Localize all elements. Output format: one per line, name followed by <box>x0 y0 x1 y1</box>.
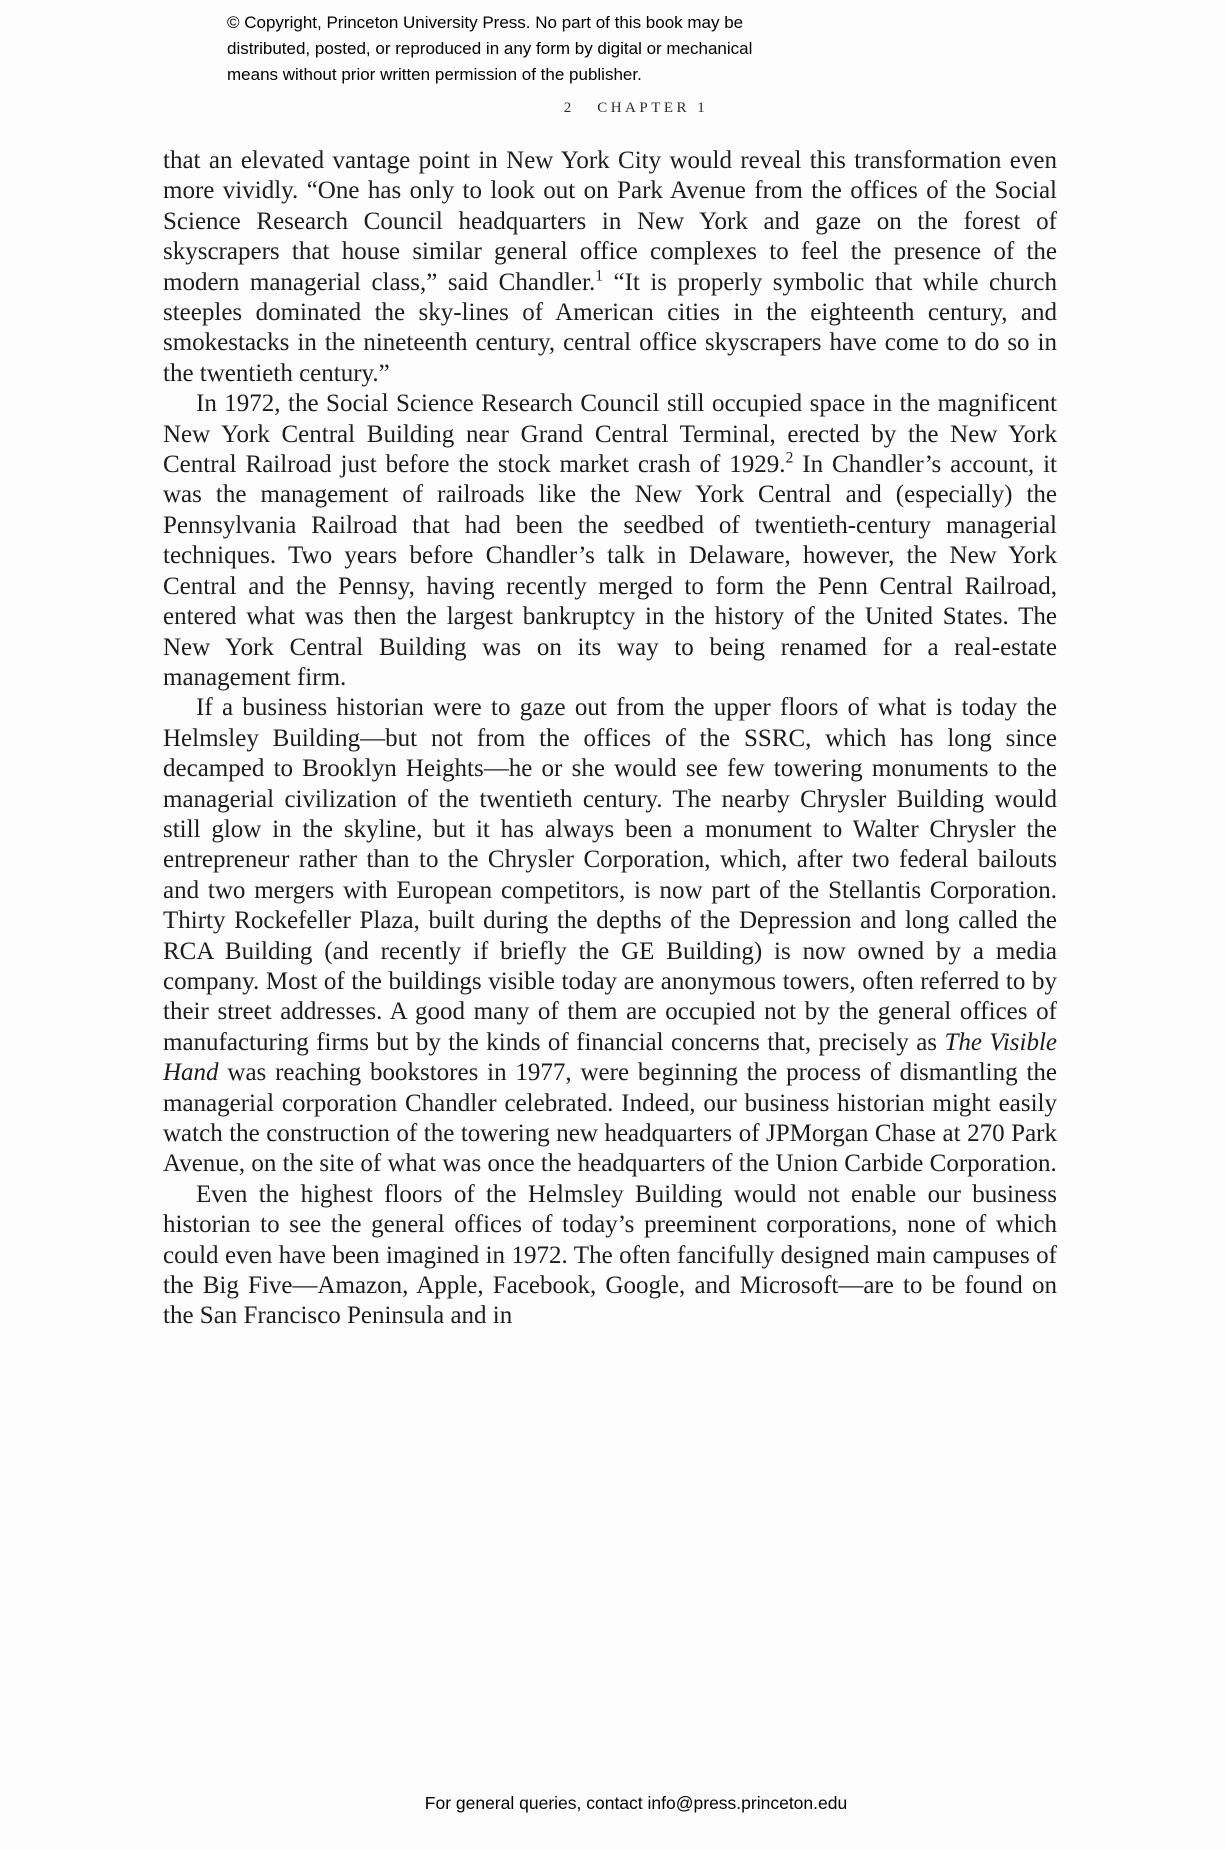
paragraph-text: was reaching bookstores in 1977, were beginning the process of dismantling the managerial corporation Chandler celebrated. Indeed, our business historian might easily watch the construction of the towering new headquarters of JPMorgan Chase at 270 Park Avenue, on the site of what was once the headquarters of the Union Carbide Corporation. <box>163 1059 1057 1178</box>
chapter-label: CHAPTER 1 <box>597 100 709 116</box>
paragraph <box>163 1180 1057 1332</box>
paragraph-text: Even the highest floors of the Helmsley Building would not enable our business historian to see the general offices of today’s preeminent corporations, none of which could even have been imagined in 1972. The often fancifully designed main campuses of the Big Five—Amazon, Apple, Facebook, Google, and Microsoft—are to be found on the San Francisco Peninsula and in <box>163 1180 1057 1330</box>
paragraph <box>163 389 1057 693</box>
paragraph <box>163 693 1057 1180</box>
paragraph-text: In 1972, the Social Science Research Council still occupied space in the magnificent New York Central Building near Grand Central Terminal, erected by the New York Central Railroad just before the stock market crash of 1929. <box>163 390 1057 479</box>
paragraph-text: In Chandler’s account, it was the management of railroads like the New York Central and (especially) the Pennsylvania Railroad that had been the seedbed of twentieth-century managerial techniques. Two years before Chandler’s talk in Delaware, however, the New York Central and the Pennsy, having recently merged to form the Penn Central Railroad, entered what was then the largest bankruptcy in the history of the United States. The New York Central Building was on its way to being renamed for a real-estate management firm. <box>163 451 1057 691</box>
copyright-line-2: distributed, posted, or reproduced in any form by digital or mechanical <box>227 39 753 58</box>
copyright-line-1: © Copyright, Princeton University Press. No part of this book may be <box>227 13 744 32</box>
paragraph-text: “It is properly symbolic that while church steeples dominated the sky-lines of American cities in the eighteenth century, and smokestacks in the nineteenth century, central office skyscrapers have come to do so in the twentieth century.” <box>163 268 1057 387</box>
book-title-italic: The Visible Hand <box>163 1028 1057 1087</box>
page-number: 2 <box>563 100 572 116</box>
copyright-line-3: means without prior written permission of the publisher. <box>227 65 642 84</box>
copyright-notice <box>227 10 752 88</box>
page-footer <box>47 1793 1225 1814</box>
footnote-marker: 2 <box>785 449 794 467</box>
body-text <box>163 146 1057 1332</box>
footnote-marker: 1 <box>595 267 603 285</box>
paragraph-text: that an elevated vantage point in New York City would reveal this transformation even more vividly. “One has only to look out on Park Avenue from the offices of the Social Science Research Council headquarters in New York and gaze on the forest of skyscrapers that house similar general office complexes to feel the presence of the modern managerial class,” said Chandler. <box>163 147 1057 296</box>
paragraph <box>163 146 1057 389</box>
contact-line: For general queries, contact info@press.princeton.edu <box>424 1793 848 1813</box>
paragraph-text: If a business historian were to gaze out from the upper floors of what is today the Helmsley Building—but not from the offices of the SSRC, which has long since decamped to Brooklyn Heights—he or she would see few towering monuments to the managerial civilization of the twentieth century. The nearby Chrysler Building would still glow in the skyline, but it has always been a monument to Walter Chrysler the entrepreneur rather than to the Chrysler Corporation, which, after two federal bailouts and two mergers with European competitors, is now part of the Stellantis Corporation. Thirty Rockefeller Plaza, built during the depths of the Depression and long called the RCA Building (and recently if briefly the GE Building) is now owned by a media company. Most of the buildings visible today are anonymous towers, often referred to by their street addresses. A good many of them are occupied not by the general offices of manufacturing firms but by the kinds of financial concerns that, precisely as <box>163 694 1057 1056</box>
running-head <box>47 100 1225 117</box>
